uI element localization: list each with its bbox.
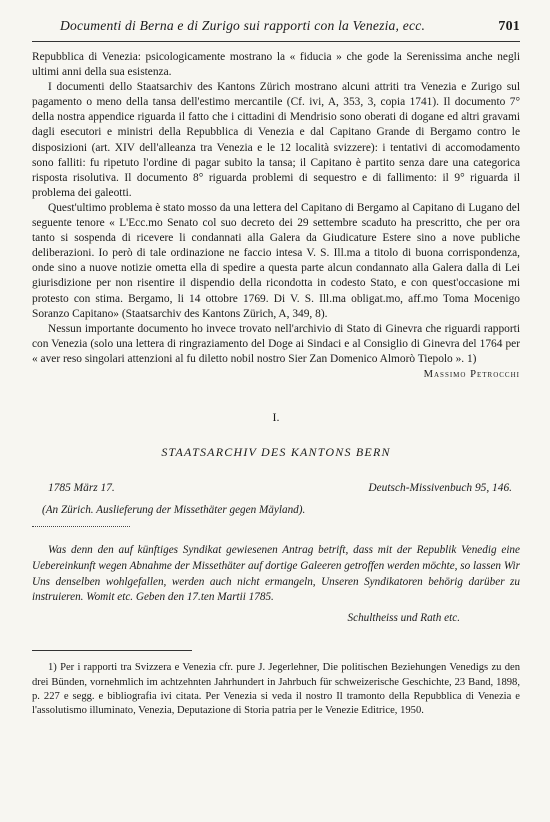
document-addressee: (An Zürich. Auslieferung der Missethäter gegen Mäyland). bbox=[42, 503, 306, 516]
running-head bbox=[32, 18, 520, 35]
page-number: 701 bbox=[498, 19, 520, 34]
author-signature: Massimo Petrocchi bbox=[423, 368, 520, 380]
archive-title: STAATSARCHIV DES KANTONS BERN bbox=[161, 444, 391, 459]
intro-paragraph-2: I documenti dello Staatsarchiv des Kantons Zürich mostrano alcuni attriti tra Venezia e Zurigo sul pagamento o meno della tansa dell'estimo mercantile (Cf. ivi, A, 353, 3, copia 1741). Il documento 7° della nostra appendice riguarda il fatto che i cittadini di Mendrisio sono oberati di dogane ed altri gravami dagli esecutori e ministri della Repubblica di Venezia e dal Capitano Grande di Bergamo contro le disposizioni (art. XIV dell'alleanza tra Venezia e le 12 località svizzere): i tentativi di accomodamento sono falliti: fu ripetuto l'ordine di pagar subito la tansa; il Capitano è partito senza dare una categorica risposta risolutiva. Il documento 8° riguarda problemi di sequestro e di fallimento: il 9° riguarda il problema dei galeotti. bbox=[32, 81, 520, 199]
document-date: 1785 März 17. bbox=[48, 481, 115, 494]
footnote-divider bbox=[32, 650, 192, 651]
running-title: Documenti di Berna e di Zurigo sui rapporti con la Venezia, ecc. bbox=[60, 18, 426, 33]
document-source: Deutsch-Missivenbuch 95, 146. bbox=[368, 481, 512, 494]
intro-paragraph-4: Nessun importante documento ho invece trovato nell'archivio di Stato di Ginevra che riguardi rapporti con Venezia (solo una lettera di ringraziamento del Doge ai Sindaci e al Consiglio di Ginevra del 1764 per « aver reso singolari attenzioni al fu diletto nobil nostro Sier Zan Domenico Almorò Tiepolo ». 1) bbox=[32, 322, 520, 365]
intro-paragraph-3: Quest'ultimo problema è stato mosso da una lettera del Capitano di Bergamo al Capitano di Lugano del seguente tenore « L'Ecc.mo Senato col suo decreto dei 29 settembre scaduto ha prescritto, che per ora tanto si sospenda di ricevere li condannati alla Galera da Giudicature Estere sino a nove publiche deliberazioni. Io però di tale ordinazione ne faccio intesa V. S. Ill.ma a titolo di buona corrispondenza, onde sino a nuove notizie ometta ella di spedire a questa parte alcun condannato alla Galera dalla di Lei giurisdizione per non risentire il dispendio della ricondotta in codesto Stato, e con quest'occasione mi protesto con stima. Bergamo, li 14 ottobre 1769. Di V. S. Ill.ma obligat.mo, aff.mo Toma Mocenigo Soranzo Capitano» (Staatsarchiv des Kantons Zürich, A, 349, 8). bbox=[32, 201, 520, 320]
section-number: I. bbox=[272, 409, 280, 424]
intro-paragraph-1: Repubblica di Venezia: psicologicamente mostrano la « fiducia » che gode la Serenissima anche negli ultimi anni della sua esistenza. bbox=[32, 51, 520, 79]
document-closing: Schultheiss und Rath etc. bbox=[347, 612, 460, 625]
header-divider bbox=[32, 41, 520, 42]
document-meta bbox=[32, 482, 520, 494]
dotted-separator bbox=[32, 526, 130, 527]
footnote: 1) Per i rapporti tra Svizzera e Venezia cfr. pure J. Jegerlehner, Die politischen Beziehungen Venedigs zu den drei Bünden, vornehmlich im achtzehnten Jahrhundert in Jahrbuch für schweizerische Geschichte, 23 Band, 1898, p. 227 e segg. e bibliografia ivi citata. Per Venezia si veda il nostro Il tramonto della Repubblica di Venezia e l'assolutismo illuminato, Venezia, Deputazione di Storia patria per le Venezie Editrice, 1950. bbox=[32, 662, 520, 717]
document-body: Was denn den auf künftiges Syndikat gewiesenen Antrag betrift, dass mit der Republik Venedig eine Uebereinkunft wegen Abnahme der Missethäter auf dortige Galeeren getroffen werden möchte, so lassen Wir Uns denselben wohlgefallen, werden auch nicht ermangeln, Unseren Syndikatoren behörig darüber zu instruieren. Womit etc. Geben den 17.ten Martii 1785. bbox=[32, 543, 520, 604]
